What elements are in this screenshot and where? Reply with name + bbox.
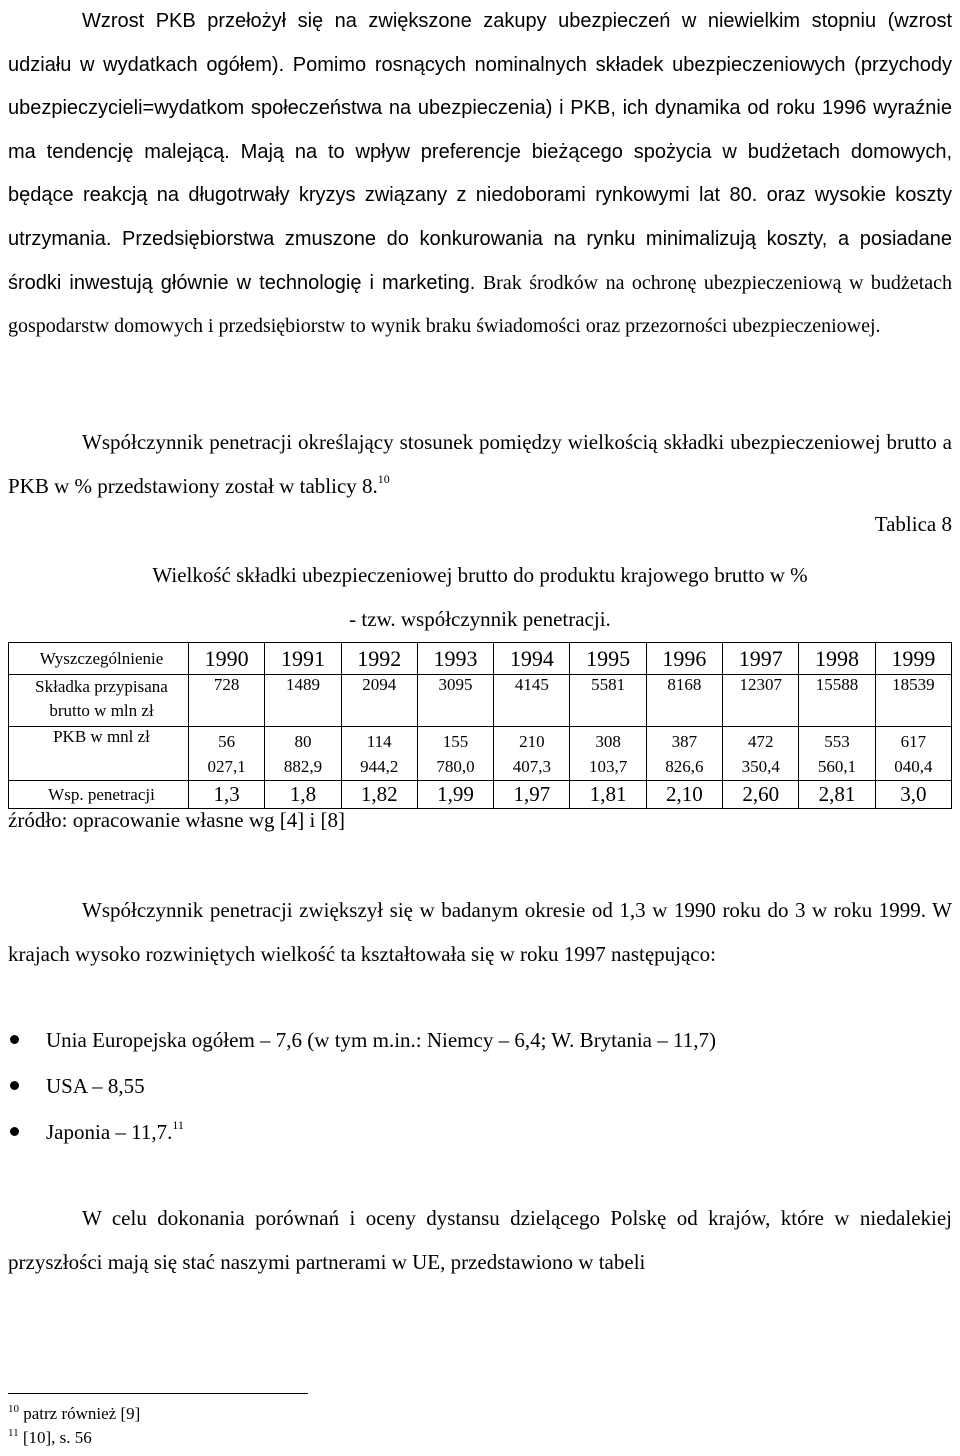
- list-item-text: Japonia – 11,7.: [46, 1120, 173, 1144]
- wsp-cell: 1,82: [341, 781, 417, 809]
- year-cell: 1991: [265, 643, 341, 675]
- table-row-wsp: [9, 781, 952, 809]
- pkb-cell-line: 80: [294, 731, 312, 751]
- pkb-cell-line: 407,3: [512, 756, 551, 776]
- list-item: [0, 1109, 716, 1155]
- wsp-cell: 1,99: [417, 781, 493, 809]
- wsp-cell: 2,10: [646, 781, 722, 809]
- skladka-cell: 4145: [494, 675, 570, 727]
- skladka-cell: 3095: [417, 675, 493, 727]
- footnote-divider: [8, 1393, 308, 1394]
- year-cell: 1999: [875, 643, 951, 675]
- footnote-number: 11: [8, 1427, 19, 1439]
- footnote-number: 10: [8, 1403, 19, 1415]
- list-item-text: Unia Europejska ogółem – 7,6 (w tym m.in.: Niemcy – 6,4; W. Brytania – 11,7): [46, 1028, 716, 1052]
- pkb-cell: [570, 727, 646, 781]
- pkb-cell-line: 617: [900, 731, 927, 751]
- paragraph-penetration-intro: [8, 420, 952, 508]
- wsp-cell: 1,3: [189, 781, 265, 809]
- list-item-text: USA – 8,55: [46, 1074, 145, 1098]
- table-number: Tablica 8: [874, 512, 952, 536]
- footnote-10: [8, 1404, 140, 1424]
- pkb-cell: [265, 727, 341, 781]
- penetration-table: [8, 642, 952, 809]
- footnote-text: patrz również [9]: [23, 1404, 141, 1423]
- row-label-wsp: Wsp. penetracji: [9, 781, 189, 809]
- pkb-cell-line: 560,1: [817, 756, 857, 776]
- pkb-cell-line: 780,0: [436, 756, 475, 776]
- pkb-cell-line: 944,2: [360, 756, 399, 776]
- table-header-label: Wyszczególnienie: [9, 643, 189, 675]
- pkb-cell: [494, 727, 570, 781]
- pkb-cell: [875, 727, 951, 781]
- paragraph1-body: (wzrost udziału w wydatkach ogółem). Pomimo rosnących nominalnych składek ubezpieczeniowych (przychody ubezpieczycieli=wydatkom społeczeństwa na ubezpieczenia) i PKB, ich dynamika od roku 1996 wyraźnie ma tendencję malejącą. Mają na to wpływ preferencje bieżącego spożycia w budżetach domowych, będące reakcją na długotrwały kryzys związany z niedoborami rynkowymi lat 80. oraz wysokie koszty utrzymania. Przedsiębiorstwa zmuszone do konkurowania na rynku minimalizują koszty, a posiadane środki inwestują głównie w technologię i marketing.: [8, 10, 953, 294]
- list-item: [0, 1017, 716, 1063]
- footnote-ref-11[interactable]: 11: [172, 1118, 184, 1132]
- skladka-cell: 12307: [723, 675, 799, 727]
- pkb-cell: [341, 727, 417, 781]
- pkb-cell-line: 553: [824, 731, 850, 751]
- year-cell: 1996: [646, 643, 722, 675]
- pkb-cell-line: 040,4: [894, 756, 933, 776]
- paragraph3-text: Współczynnik penetracji zwiększył się w badanym okresie od 1,3 w 1990 roku do 3 w roku 1999. W krajach wysoko rozwiniętych wielkość ta kształtowała się w roku 1997 następująco:: [8, 898, 952, 966]
- pkb-cell: [723, 727, 799, 781]
- bullet-icon: [10, 1081, 19, 1090]
- paragraph-economic-context: [8, 0, 952, 349]
- table-row-pkb: [9, 727, 952, 781]
- pkb-cell-line: 882,9: [283, 756, 323, 776]
- pkb-cell-line: 826,6: [665, 756, 704, 776]
- country-list: [0, 1017, 716, 1155]
- year-cell: 1994: [494, 643, 570, 675]
- pkb-cell: [417, 727, 493, 781]
- pkb-cell-line: 387: [671, 731, 698, 751]
- paragraph1-first-line: Wzrost PKB przełożył się na zwiększone zakupy ubezpieczeń w niewielkim stopniu: [82, 10, 877, 32]
- table-caption: [0, 553, 960, 641]
- bullet-icon: [10, 1035, 19, 1044]
- wsp-cell: 1,81: [570, 781, 646, 809]
- pkb-cell: [646, 727, 722, 781]
- year-cell: 1993: [417, 643, 493, 675]
- pkb-cell-line: 103,7: [589, 756, 628, 776]
- table-caption-line2: - tzw. współczynnik penetracji.: [349, 607, 611, 631]
- table-source: źródło: opracowanie własne wg [4] i [8]: [8, 808, 346, 832]
- wsp-cell: 2,60: [723, 781, 799, 809]
- pkb-cell-line: 114: [366, 731, 392, 751]
- list-item: [0, 1063, 716, 1109]
- skladka-cell: 15588: [799, 675, 875, 727]
- pkb-cell-line: 155: [442, 731, 469, 751]
- paragraph1-tail: Brak środków na ochronę ubezpieczeniową w budżetach gospodarstw domowych i przedsiębiorstw to wynik braku świadomości oraz przezorności ubezpieczeniowej.: [8, 271, 952, 338]
- skladka-cell: 2094: [341, 675, 417, 727]
- footnote-text: [10], s. 56: [22, 1428, 92, 1447]
- year-cell: 1995: [570, 643, 646, 675]
- pkb-cell-line: 308: [595, 731, 621, 751]
- pkb-cell-line: 210: [519, 731, 545, 751]
- skladka-cell: 1489: [265, 675, 341, 727]
- table-header-row: [9, 643, 952, 675]
- year-cell: 1998: [799, 643, 875, 675]
- year-cell: 1997: [723, 643, 799, 675]
- pkb-cell-line: 350,4: [741, 756, 780, 776]
- row-label-skladka: Składka przypisana brutto w mln zł: [9, 675, 189, 727]
- paragraph2-text: Współczynnik penetracji określający stosunek pomiędzy wielkością składki ubezpieczeniowej brutto a PKB w % przedstawiony został w tablicy 8.: [8, 430, 952, 498]
- skladka-cell: 18539: [875, 675, 951, 727]
- wsp-cell: 1,8: [265, 781, 341, 809]
- pkb-cell: [189, 727, 265, 781]
- wsp-cell: 1,97: [494, 781, 570, 809]
- skladka-cell: 5581: [570, 675, 646, 727]
- year-cell: 1992: [341, 643, 417, 675]
- wsp-cell: 2,81: [799, 781, 875, 809]
- skladka-cell: 728: [189, 675, 265, 727]
- skladka-cell: 8168: [646, 675, 722, 727]
- pkb-cell: [799, 727, 875, 781]
- wsp-cell: 3,0: [875, 781, 951, 809]
- paragraph-comparison: [8, 1196, 952, 1284]
- bullet-icon: [10, 1127, 19, 1136]
- pkb-cell-line: 56: [218, 731, 236, 751]
- year-cell: 1990: [189, 643, 265, 675]
- paragraph-penetration-growth: [8, 888, 952, 976]
- pkb-cell-line: 472: [747, 731, 774, 751]
- row-label-pkb: PKB w mnl zł: [9, 727, 189, 781]
- table-caption-line1: Wielkość składki ubezpieczeniowej brutto do produktu krajowego brutto w %: [152, 563, 808, 587]
- footnote-ref-10[interactable]: 10: [377, 472, 390, 486]
- footnote-11: [8, 1428, 92, 1448]
- paragraph4-text: W celu dokonania porównań i oceny dystansu dzielącego Polskę od krajów, które w niedalekiej przyszłości mają się stać naszymi partnerami w UE, przedstawiono w tabeli: [8, 1206, 952, 1274]
- table-row-skladka: [9, 675, 952, 727]
- pkb-cell-line: 027,1: [207, 756, 246, 776]
